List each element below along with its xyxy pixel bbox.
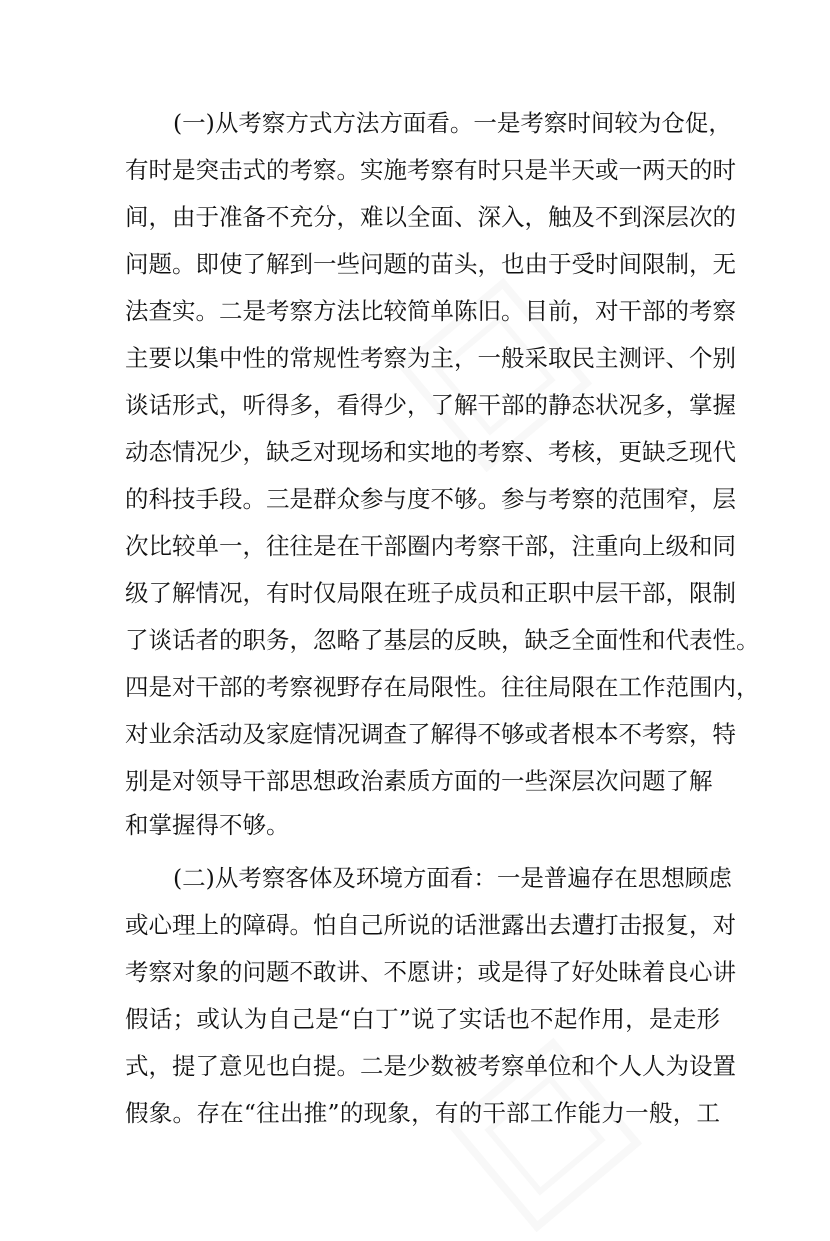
paragraph-1-line-12: 了谈话者的职务，忽略了基层的反映，缺乏全面性和代表性。: [125, 626, 760, 654]
paragraph-1-line-8: 动态情况少，缺乏对现场和实地的考察、考核，更缺乏现代: [125, 438, 736, 466]
paragraph-1-line-11: 级了解情况，有时仅局限在班子成员和正职中层干部，限制: [125, 579, 736, 607]
paragraph-2-line-1: (二)从考察客体及环境方面看：一是普遍存在思想顾虑: [173, 864, 732, 892]
paragraph-1-line-16: 和掌握得不够。: [125, 811, 290, 839]
paragraph-1-line-2: 有时是突击式的考察。实施考察有时只是半天或一两天的时: [125, 156, 736, 184]
paragraph-1-line-5: 法查实。二是考察方法比较简单陈旧。目前，对干部的考察: [125, 297, 736, 325]
paragraph-2-line-2: 或心理上的障碍。怕自己所说的话泄露出去遭打击报复，对: [125, 911, 736, 939]
paragraph-1-line-9: 的科技手段。三是群众参与度不够。参与考察的范围窄，层: [125, 485, 736, 513]
paragraph-1-line-14: 对业余活动及家庭情况调查了解得不够或者根本不考察，特: [125, 720, 736, 748]
paragraph-1-line-3: 间，由于准备不充分，难以全面、深入，触及不到深层次的: [125, 203, 736, 231]
paragraph-1-line-4: 问题。即使了解到一些问题的苗头，也由于受时间限制，无: [125, 250, 736, 278]
paragraph-1-line-13: 四是对干部的考察视野存在局限性。往往局限在工作范围内，: [125, 673, 760, 701]
paragraph-2-line-3: 考察对象的问题不敢讲、不愿讲；或是得了好处昧着良心讲: [125, 958, 736, 986]
paragraph-1-line-1: (一)从考察方式方法方面看。一是考察时间较为仓促，: [173, 109, 732, 137]
paragraph-2-line-5: 式，提了意见也白提。二是少数被考察单位和个人人为设置: [125, 1052, 736, 1080]
paragraph-1-line-15: 别是对领导干部思想政治素质方面的一些深层次问题了解: [125, 767, 713, 795]
paragraph-2-line-6: 假象。存在“往出推”的现象，有的干部工作能力一般，工: [125, 1099, 720, 1127]
paragraph-1-line-7: 谈话形式，听得多，看得少，了解干部的静态状况多，掌握: [125, 391, 736, 419]
paragraph-1-line-6: 主要以集中性的常规性考察为主，一般采取民主测评、个别: [125, 344, 736, 372]
paragraph-2-line-4: 假话；或认为自己是“白丁”说了实话也不起作用，是走形: [125, 1005, 720, 1033]
paragraph-1-line-10: 次比较单一，往往是在干部圈内考察干部，注重向上级和同: [125, 532, 736, 560]
